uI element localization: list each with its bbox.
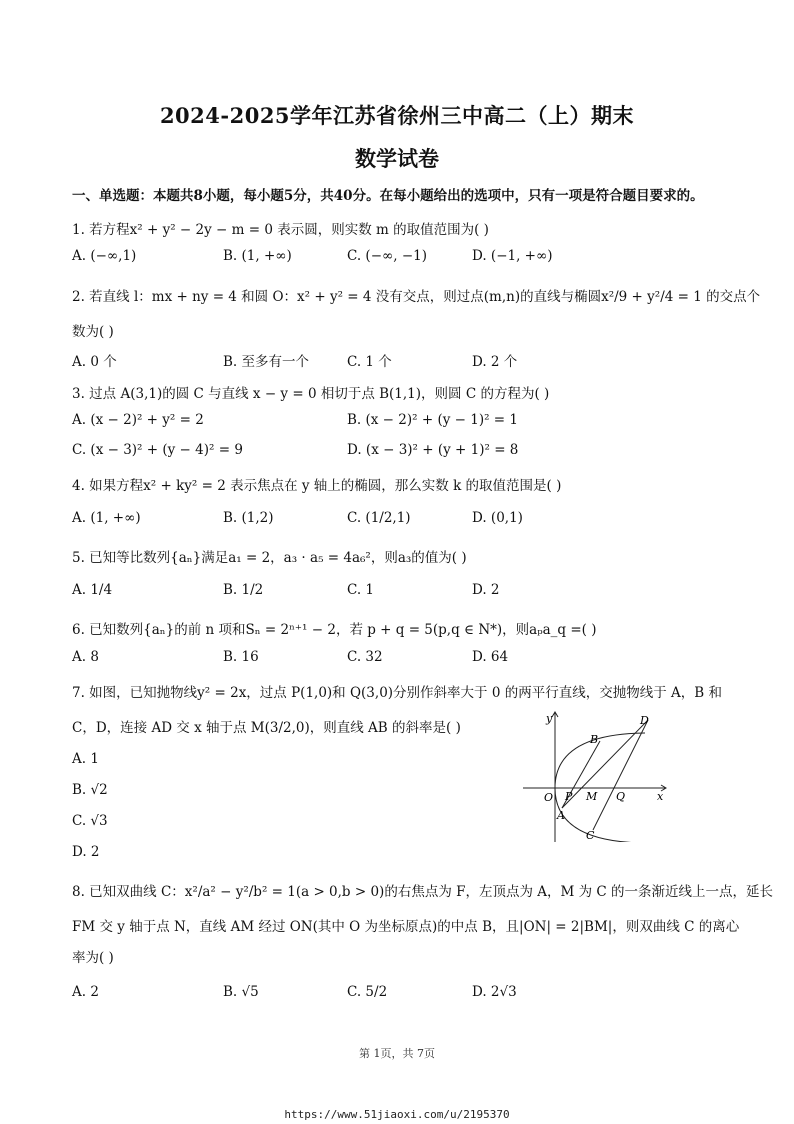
question-5-option-d: D. 2 — [472, 582, 500, 598]
question-5-option-a: A. 1/4 — [72, 582, 113, 598]
label-y: y — [546, 712, 553, 725]
question-7-stem-line2: C，D，连接 AD 交 x 轴于点 M(3/2,0)，则直线 AB 的斜率是( ) — [72, 720, 461, 736]
question-6-option-d: D. 64 — [472, 649, 509, 665]
question-3-stem: 3. 过点 A(3,1)的圆 C 与直线 x − y = 0 相切于点 B(1,1)，则圆 C 的方程为( ) — [72, 386, 550, 402]
question-1-option-a: A. (−∞,1) — [72, 248, 137, 264]
question-3-option-d: D. (x − 3)² + (y + 1)² = 8 — [347, 442, 519, 458]
page-title: 2024-2025学年江苏省徐州三中高二（上）期末 — [159, 103, 635, 128]
label-b: B — [590, 733, 599, 746]
section-heading: 一、单选题：本题共8小题，每小题5分，共40分。在每小题给出的选项中，只有一项是符合题目要求的。 — [72, 188, 704, 204]
question-6-option-c: C. 32 — [347, 649, 383, 665]
question-6-stem: 6. 已知数列{aₙ}的前 n 项和Sₙ = 2ⁿ⁺¹ − 2，若 p + q = 5(p,q ∈ N*)，则aₚa_q =( ) — [72, 622, 597, 638]
line-ad — [562, 720, 648, 808]
question-2-option-b: B. 至多有一个 — [223, 354, 310, 370]
page-subtitle: 数学试卷 — [355, 146, 439, 171]
question-5-option-c: C. 1 — [347, 582, 375, 598]
label-a: A — [557, 809, 565, 822]
question-7-option-a: A. 1 — [72, 751, 99, 767]
question-7-option-c: C. √3 — [72, 813, 108, 829]
question-4-option-c: C. (1/2,1) — [347, 510, 411, 526]
question-4-stem: 4. 如果方程x² + ky² = 2 表示焦点在 y 轴上的椭圆，那么实数 k 的取值范围是( ) — [72, 478, 562, 494]
question-8-option-d: D. 2√3 — [472, 984, 517, 1000]
source-url[interactable]: https://www.51jiaoxi.com/u/2195370 — [284, 1108, 510, 1121]
parabola-figure — [520, 708, 670, 842]
label-x: x — [657, 790, 664, 803]
question-7-stem-line1: 7. 如图，已知抛物线y² = 2x，过点 P(1,0)和 Q(3,0)分别作斜率大于 0 的两平行直线，交抛物线于 A，B 和 — [72, 685, 722, 701]
question-3-option-b: B. (x − 2)² + (y − 1)² = 1 — [347, 412, 518, 428]
question-1-option-d: D. (−1, +∞) — [472, 248, 553, 264]
question-4-option-a: A. (1, +∞) — [72, 510, 141, 526]
label-p: P — [565, 790, 573, 803]
label-c: C — [586, 829, 595, 842]
label-m: M — [586, 790, 598, 803]
question-3-option-a: A. (x − 2)² + y² = 2 — [72, 412, 204, 428]
question-1-option-b: B. (1, +∞) — [223, 248, 292, 264]
question-8-option-b: B. √5 — [223, 984, 259, 1000]
question-1-option-c: C. (−∞, −1) — [347, 248, 428, 264]
question-8-stem-line1: 8. 已知双曲线 C：x²/a² − y²/b² = 1(a > 0,b > 0)的右焦点为 F，左顶点为 A，M 为 C 的一条渐近线上一点，延长 — [72, 884, 774, 900]
question-4-option-b: B. (1,2) — [223, 510, 274, 526]
question-2-option-d: D. 2 个 — [472, 354, 518, 370]
question-2-option-a: A. 0 个 — [72, 354, 117, 370]
page-footer: 第 1页，共 7页 — [359, 1047, 435, 1060]
question-7-option-b: B. √2 — [72, 782, 108, 798]
question-5-option-b: B. 1/2 — [223, 582, 264, 598]
question-2-stem-line2: 数为( ) — [72, 324, 114, 340]
question-5-stem: 5. 已知等比数列{aₙ}满足a₁ = 2，a₃ · a₅ = 4a₆²，则a₃的值为( ) — [72, 550, 467, 566]
label-o: O — [544, 791, 554, 804]
line-cd — [593, 720, 648, 830]
question-1-stem: 1. 若方程x² + y² − 2y − m = 0 表示圆，则实数 m 的取值范围为( ) — [72, 222, 489, 238]
question-8-stem-line2: FM 交 y 轴于点 N，直线 AM 经过 ON(其中 O 为坐标原点)的中点 B，且|ON| = 2|BM|，则双曲线 C 的离心 — [72, 919, 740, 935]
question-8-option-a: A. 2 — [72, 984, 99, 1000]
question-4-option-d: D. (0,1) — [472, 510, 523, 526]
question-8-stem-line3: 率为( ) — [72, 950, 114, 966]
question-6-option-b: B. 16 — [223, 649, 259, 665]
question-3-option-c: C. (x − 3)² + (y − 4)² = 9 — [72, 442, 243, 458]
question-2-option-c: C. 1 个 — [347, 354, 392, 370]
question-7-option-d: D. 2 — [72, 844, 100, 860]
question-8-option-c: C. 5/2 — [347, 984, 388, 1000]
label-q: Q — [616, 790, 626, 803]
label-d: D — [640, 714, 649, 727]
question-2-stem-line1: 2. 若直线 l：mx + ny = 4 和圆 O：x² + y² = 4 没有交点，则过点(m,n)的直线与椭圆x²/9 + y²/4 = 1 的交点个 — [72, 289, 761, 305]
question-6-option-a: A. 8 — [72, 649, 99, 665]
